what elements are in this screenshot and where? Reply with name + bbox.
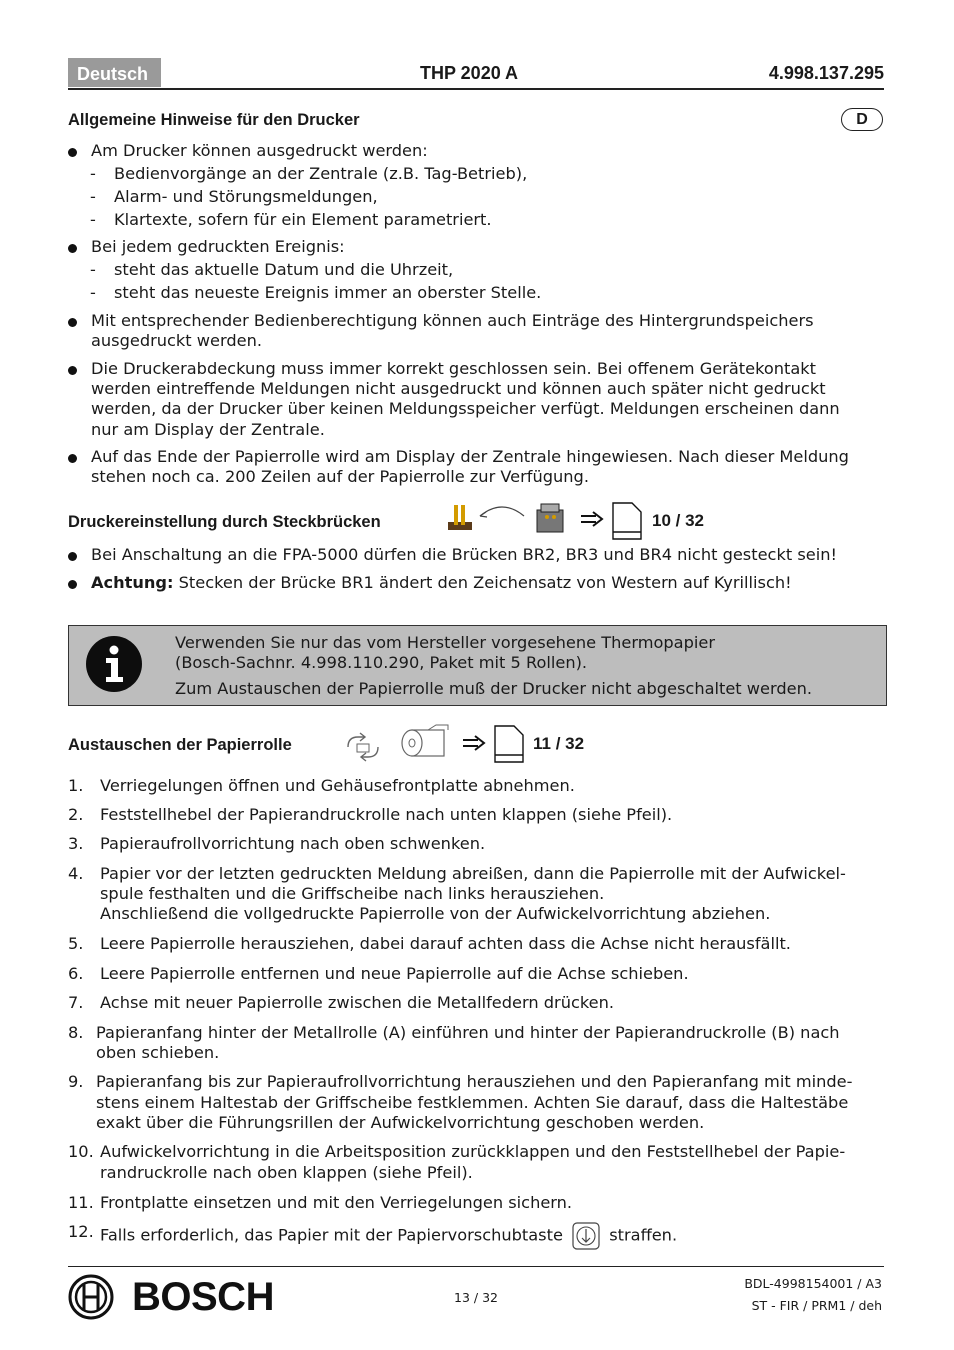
step-text: Papieranfang hinter der Metallrolle (A) einführen und hinter der Papierandruckrolle (B) nach xyxy=(96,1023,840,1042)
step-text: Leere Papierrolle herausziehen, dabei darauf achten dass die Achse nicht herausfällt. xyxy=(100,934,791,953)
attention-text: Stecken der Brücke BR1 ändert den Zeichensatz von Western auf Kyrillisch! xyxy=(178,573,792,592)
step-number: 3. xyxy=(68,834,84,853)
step-text: Feststellhebel der Papierandruckrolle nach unten klappen (siehe Pfeil). xyxy=(100,805,673,824)
footer-rule xyxy=(68,1266,884,1267)
info-line: (Bosch-Sachnr. 4.998.110.290, Paket mit 5 Rollen). xyxy=(175,653,588,672)
dash: - xyxy=(90,164,96,183)
sub-item: Bedienvorgänge an der Zentrale (z.B. Tag-Betrieb), xyxy=(114,164,528,183)
step-number: 4. xyxy=(68,864,84,883)
bullet-dot xyxy=(68,580,77,589)
paper-roll-icon xyxy=(398,724,450,764)
dash: - xyxy=(90,187,96,206)
step-text: spule festhalten und die Griffscheibe nach links herausziehen. xyxy=(100,884,605,903)
bullet-text: ausgedruckt werden. xyxy=(91,331,263,350)
bullet-text: Am Drucker können ausgedruckt werden: xyxy=(91,141,428,160)
jumper-warning: Bei Anschaltung an die FPA-5000 dürfen die Brücken BR2, BR3 und BR4 nicht gesteckt sein! xyxy=(91,545,837,564)
page-reference: 11 / 32 xyxy=(533,734,585,753)
step-text: Papieraufrollvorrichtung nach oben schwenken. xyxy=(100,834,486,853)
language-badge: Deutsch xyxy=(68,58,161,87)
page-reference: 10 / 32 xyxy=(652,511,704,530)
step-number: 1. xyxy=(68,776,84,795)
sub-item: steht das neueste Ereignis immer an oberster Stelle. xyxy=(114,283,542,302)
step-text-before-key: Falls erforderlich, das Papier mit der Papiervorschubtaste xyxy=(100,1225,563,1245)
paper-heading: Austauschen der Papierrolle xyxy=(68,736,292,754)
step-text: Papieranfang bis zur Papieraufrollvorrichtung herausziehen und den Papieranfang mit minde- xyxy=(96,1072,853,1091)
info-line: Zum Austauschen der Papierrolle muß der Drucker nicht abgeschaltet werden. xyxy=(175,679,813,698)
bullet-dot xyxy=(68,244,77,253)
info-icon xyxy=(86,636,142,692)
dash: - xyxy=(90,260,96,279)
language-marker: D xyxy=(841,108,883,131)
bullet-dot xyxy=(68,454,77,463)
document-number: 4.998.137.295 xyxy=(768,63,884,83)
step-text: Anschließend die vollgedruckte Papierrolle von der Aufwickelvorrichtung abziehen. xyxy=(100,904,771,923)
sub-item: Klartexte, sofern für ein Element parametriert. xyxy=(114,210,492,229)
step-number: 5. xyxy=(68,934,84,953)
page-icon xyxy=(612,502,642,540)
footer-reference: ST - FIR / PRM1 / deh xyxy=(751,1298,882,1313)
step-text: Verriegelungen öffnen und Gehäusefrontplatte abnehmen. xyxy=(100,776,575,795)
bullet-text: werden eintreffende Meldungen nicht ausgedruckt und können auch später nicht gedruckt xyxy=(91,379,826,398)
product-title: THP 2020 A xyxy=(420,63,519,83)
step-number: 12. xyxy=(68,1222,94,1241)
jumpers-heading: Druckereinstellung durch Steckbrücken xyxy=(68,513,381,531)
step-text: oben schieben. xyxy=(96,1043,220,1062)
step-text: Papier vor der letzten gedruckten Meldung abreißen, dann die Papierrolle mit der Aufwickel- xyxy=(100,864,846,883)
step-number: 6. xyxy=(68,964,84,983)
step-number: 8. xyxy=(68,1023,84,1042)
step-number: 11. xyxy=(68,1193,94,1212)
step-text: Leere Papierrolle entfernen und neue Papierrolle auf die Achse schieben. xyxy=(100,964,689,983)
arrow-right-icon xyxy=(580,510,606,530)
step-text: stens einem Haltestab der Griffscheibe festklemmen. Achten Sie darauf, dass die Haltestäbe xyxy=(96,1093,849,1112)
bullet-text: Auf das Ende der Papierrolle wird am Display der Zentrale hingewiesen. Nach dieser Meldung xyxy=(91,447,849,466)
bosch-logo-icon xyxy=(68,1274,114,1320)
page-number: 13 / 32 xyxy=(454,1290,498,1305)
step-number: 2. xyxy=(68,805,84,824)
arrow-right-icon xyxy=(462,734,488,754)
sub-item: steht das aktuelle Datum und die Uhrzeit, xyxy=(114,260,454,279)
step-text: Achse mit neuer Papierrolle zwischen die Metallfedern drücken. xyxy=(100,993,615,1012)
paper-feed-key-icon xyxy=(572,1222,600,1250)
step-text xyxy=(100,1222,890,1250)
bullet-text: Bei jedem gedruckten Ereignis: xyxy=(91,237,345,256)
brand-name: BOSCH xyxy=(132,1275,274,1319)
sub-item: Alarm- und Störungsmeldungen, xyxy=(114,187,378,206)
step-text: Aufwickelvorrichtung in die Arbeitsposition zurückklappen und den Feststellhebel der Papie- xyxy=(100,1142,846,1161)
attention-label: Achtung: xyxy=(91,573,174,592)
step-number: 7. xyxy=(68,993,84,1012)
bullet-dot xyxy=(68,318,77,327)
step-text: exakt über die Führungsrillen der Aufwickelvorrichtung geschoben werden. xyxy=(96,1113,705,1132)
dash: - xyxy=(90,210,96,229)
step-text-after-key: straffen. xyxy=(609,1225,678,1245)
bullet-text: stehen noch ca. 200 Zeilen auf der Papierrolle zur Verfügung. xyxy=(91,467,589,486)
bullet-dot xyxy=(68,148,77,157)
general-heading: Allgemeine Hinweise für den Drucker xyxy=(68,111,360,129)
bullet-text: Die Druckerabdeckung muss immer korrekt geschlossen sein. Bei offenem Gerätekontakt xyxy=(91,359,817,378)
info-line: Verwenden Sie nur das vom Hersteller vorgesehene Thermopapier xyxy=(175,633,715,652)
bullet-text: nur am Display der Zentrale. xyxy=(91,420,325,439)
step-number: 9. xyxy=(68,1072,84,1091)
bullet-text: werden, da der Drucker über keinen Meldungsspeicher verfügt. Meldungen erscheinen dann xyxy=(91,399,840,418)
step-number: 10. xyxy=(68,1142,94,1161)
bullet-dot xyxy=(68,366,77,375)
dash: - xyxy=(90,283,96,302)
bullet-dot xyxy=(68,552,77,561)
header-rule xyxy=(68,88,884,90)
bullet-text: Mit entsprechender Bedienberechtigung können auch Einträge des Hintergrundspeichers xyxy=(91,311,814,330)
step-text: Frontplatte einsetzen und mit den Verriegelungen sichern. xyxy=(100,1193,573,1212)
jumper-attention xyxy=(91,573,891,594)
jumper-illustration-icon xyxy=(444,500,574,540)
footer-reference: BDL-4998154001 / A3 xyxy=(744,1276,882,1291)
unlock-rotate-icon xyxy=(342,732,384,762)
step-text: randruckrolle nach oben klappen (siehe Pfeil). xyxy=(100,1163,473,1182)
page-icon xyxy=(494,725,524,763)
